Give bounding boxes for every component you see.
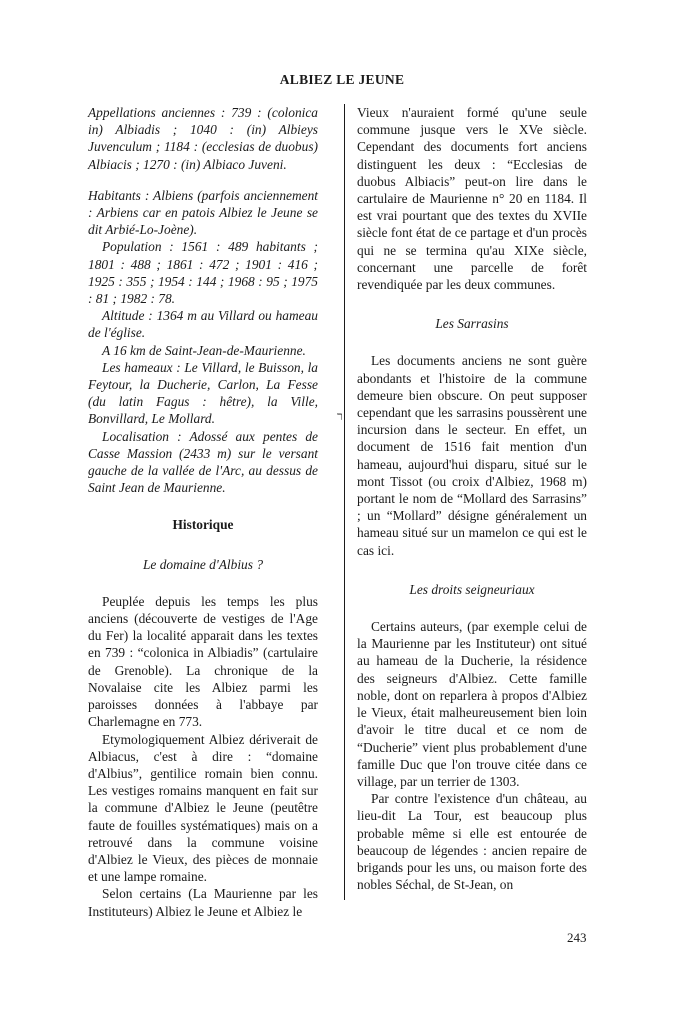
body-paragraph: Certains auteurs, (par exemple celui de la Maurienne par les Instituteur) ont situé au hameau de la Ducherie, la résidence des seigneurs d'Albiez. Cette famille noble, dont on reparlera à propos d'Albiez le Vieux, était malheureusement bien loin d'avoir le titre ducal et ce nom de “Ducherie” vient plus probablement d'une famille Duc que l'on trouve citée dans ce village, par un terrier de 1303. — [357, 619, 587, 789]
altitude-paragraph: Altitude : 1364 m au Villard ou hameau de l'église. — [88, 308, 318, 341]
left-column — [88, 104, 318, 920]
page-number: 243 — [567, 930, 587, 945]
column-divider — [344, 104, 345, 900]
appellations-paragraph: Appellations anciennes : 739 : (colonica in) Albiadis ; 1040 : (in) Albieys Juvenculum ; 1184 : (ecclesias de duobus) Albiacis ; 1270 : (in) Albiaco Juveni. — [88, 105, 318, 172]
margin-mark: ר — [337, 409, 343, 423]
body-paragraph: Selon certains (La Maurienne par les Instituteurs) Albiez le Jeune et Albiez le — [88, 886, 318, 919]
body-paragraph: Etymologiquement Albiez dériverait de Albiacus, c'est à dire : “domaine d'Albius”, gentilice romain bien connu. Les vestiges romains manquent en fait sur la commune d'Albiez le Jeune (peutêtre faute de fouilles systématiques) mais on a retrouvé dans la commune voisine d'Albiez le Vieux, des pièces de monnaie et une lampe romaine. — [88, 731, 318, 885]
subheading-droits-seigneuriaux: Les droits seigneuriaux — [409, 581, 535, 597]
section-heading-historique: Historique — [172, 517, 234, 533]
population-paragraph: Population : 1561 : 489 habitants ; 1801 : 488 ; 1861 : 472 ; 1901 : 416 ; 1925 : 355 ; 1954 : 144 ; 1968 : 95 ; 1975 : 81 ; 1982 : 78. — [88, 239, 318, 307]
subheading-sarrasins: Les Sarrasins — [435, 316, 509, 332]
body-paragraph: Vieux n'auraient formé qu'une seule commune jusque vers le XVe siècle. Cependant des documents fort anciens distinguent les deux : “Ecclesias de duobus Albiacis” peut-on lire dans le cartulaire de Maurienne n° 20 en 1184. Il est vrai pourtant que des textes du XVIIe siècle font état de ce partage et d'un procès qui ne se termina qu'au XIXe siècle, concernant une parcelle de forêt revendiquée par les deux communes. — [357, 105, 587, 293]
habitants-paragraph: Habitants : Albiens (parfois anciennement : Arbiens car en patois Albiez le Jeune se dit Arbié-Lo-Joène). — [88, 187, 318, 238]
page-title: ALBIEZ LE JEUNE — [279, 72, 405, 87]
body-paragraph: Les documents anciens ne sont guère abondants et l'histoire de la commune demeure bien obscure. On peut supposer cependant que les sarrasins poussèrent une incursion dans le secteur. En effet, un document de 1516 fait mention d'un hameau, aujourd'hui disparu, situé sur le mont Tissot (ou croix d'Albiez, 1968 m) portant le nom de “Mollard des Sarrasins” ; un “Mollard” désigne généralement un hameau situé sur un mamelon ce qui est le cas ici. — [357, 353, 587, 558]
body-paragraph: Peuplée depuis les temps les plus anciens (découverte de vestiges de l'Age du Fer) la localité apparait dans les textes en 739 : “colonica in Albiadis” (cartulaire de Grenoble). La chronique de la Novalaise cite les Albiez parmi les paroisses données à l'abbaye par Charlemagne en 773. — [88, 593, 318, 730]
subheading-domaine: Le domaine d'Albius ? — [142, 556, 264, 572]
body-paragraph: Par contre l'existence d'un château, au lieu-dit La Tour, est beaucoup plus probable même si elle est entourée de beaucoup de légendes : ancien repaire de brigands pour les uns, ou maison forte des nobles Séchal, de St-Jean, on — [357, 791, 587, 893]
localisation-paragraph: Localisation : Adossé aux pentes de Casse Massion (2433 m) sur le versant gauche de la vallée de l'Arc, au dessus de Saint Jean de Maurienne. — [88, 428, 318, 496]
right-column — [357, 104, 587, 893]
distance-paragraph: A 16 km de Saint-Jean-de-Maurienne. — [102, 342, 306, 358]
hameaux-paragraph: Les hameaux : Le Villard, le Buisson, la Feytour, la Ducherie, Carlon, La Fesse (du latin Fagus : hêtre), la Ville, Bonvillard, Le Mollard. — [88, 359, 318, 427]
